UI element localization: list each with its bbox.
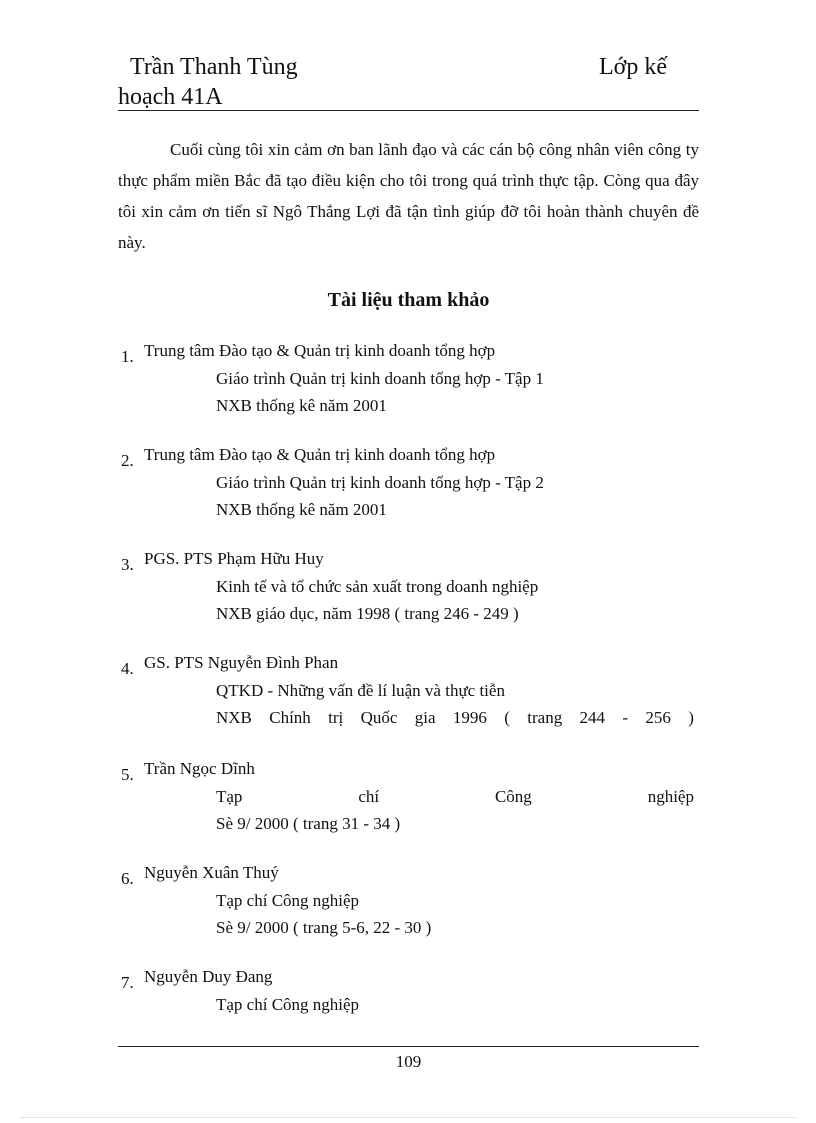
reference-author: Nguyễn Xuân Thuý [144,863,279,882]
reference-number: 4. [121,659,134,678]
reference-publisher: Sè 9/ 2000 ( trang 31 - 34 ) [216,814,401,833]
reference-number: 7. [121,973,134,992]
page-edge-divider [20,1117,796,1118]
word: Quốc [360,708,398,727]
reference-publisher: NXB giáo dục, năm 1998 ( trang 246 - 249 ) [216,604,519,623]
reference-title: Tạp chí Công nghiệp [216,995,360,1014]
word: ) [688,708,694,727]
reference-number: 5. [121,765,134,784]
reference-number: 6. [121,869,134,888]
reference-author: Trung tâm Đào tạo & Quản trị kinh doanh tổng hợp [144,341,496,360]
word: NXB [216,708,252,727]
reference-number: 2. [121,451,134,470]
word: chí [358,787,380,806]
footer-rule [118,1046,699,1047]
reference-title: Tạp chí Công nghiệp [216,891,360,910]
reference-title [216,784,694,810]
acknowledgement-paragraph: Cuối cùng tôi xin cảm ơn ban lãnh đạo và các cán bộ công nhân viên công ty thực phẩm miền Bắc đã tạo điều kiện cho tôi trong quá trình thực tập. Còng qua đây tôi xin cảm ơn tiến sĩ Ngô Thắng Lợi đã tận tình giúp đỡ tôi hoàn thành chuyên đề này. [118,140,699,252]
word: ( [504,708,510,727]
reference-title: QTKD - Những vấn đề lí luận và thực tiễn [216,681,505,700]
word: - [622,708,629,727]
header-class-part2: hoạch 41A [118,84,223,110]
word: Tạp [216,787,243,806]
page-number: 109 [395,1052,422,1071]
header-author: Trần Thanh Tùng [130,54,298,80]
header-rule [118,110,699,111]
reference-author: GS. PTS Nguyễn Đình Phan [144,653,339,672]
word: 244 [579,708,606,727]
word: gia [414,708,436,727]
reference-publisher: NXB thống kê năm 2001 [216,500,387,519]
references-title: Tài liệu tham khảo [327,289,490,311]
word: 1996 [452,708,487,727]
word: Chính [269,708,311,727]
word: nghiệp [647,787,694,806]
reference-author: Trần Ngọc Dĩnh [144,759,255,778]
reference-number: 1. [121,347,134,366]
reference-author: Nguyễn Duy Đang [144,967,273,986]
header-class-part1: Lớp kế [599,54,668,80]
reference-publisher: Sè 9/ 2000 ( trang 5-6, 22 - 30 ) [216,918,432,937]
reference-publisher: NXB thống kê năm 2001 [216,396,387,415]
reference-title: Giáo trình Quản trị kinh doanh tổng hợp - Tập 1 [216,369,544,388]
reference-title: Kinh tế và tổ chức sản xuất trong doanh nghiệp [216,577,539,596]
word: 256 [645,708,671,727]
reference-number: 3. [121,555,134,574]
reference-author: PGS. PTS Phạm Hữu Huy [144,549,324,568]
reference-author: Trung tâm Đào tạo & Quản trị kinh doanh tổng hợp [144,445,496,464]
word: Công [494,787,532,806]
word: trị [328,708,344,727]
word: trang [527,708,563,727]
reference-publisher [216,705,694,731]
reference-title: Giáo trình Quản trị kinh doanh tổng hợp - Tập 2 [216,473,544,492]
